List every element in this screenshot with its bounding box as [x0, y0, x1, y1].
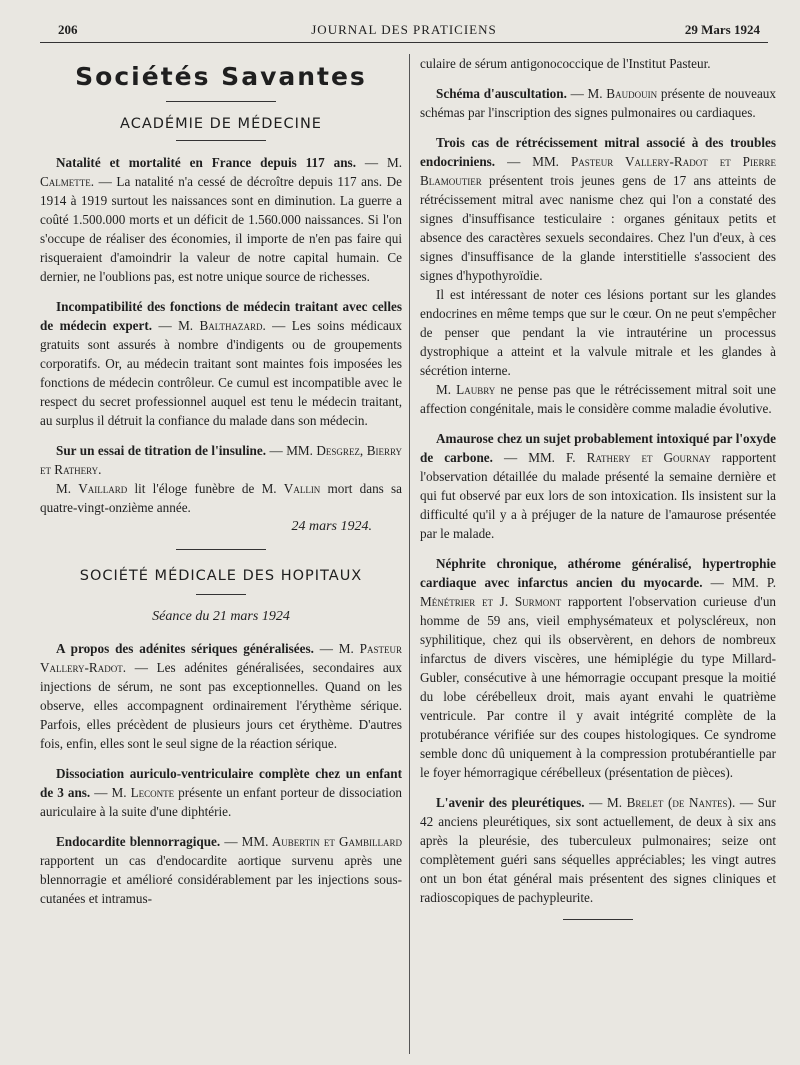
- issue-date: 29 Mars 1924: [684, 22, 760, 37]
- article-author: M. Balthazard.: [178, 318, 266, 333]
- article-author: MM. P. Ménétrier et J. Surmont: [420, 575, 776, 609]
- article-author: MM. Desgrez, Bierry et Rathery.: [40, 443, 403, 477]
- article-title: A propos des adénites sériques généralisées.: [56, 641, 314, 656]
- title-rule: [166, 101, 276, 102]
- article-text: rapportent un cas d'endocardite aortique survenu après une blennorragie et amélioré considérablement par les injections sous-cutanées et intramus-: [40, 853, 402, 906]
- person-name: Vaillard: [78, 481, 128, 496]
- article-text: lit l'éloge funèbre de M.: [127, 481, 284, 496]
- societe-title: SOCIÉTÉ MÉDICALE DES HOPITAUX: [79, 568, 363, 584]
- seance-date: Séance du 21 mars 1924: [152, 609, 290, 624]
- article-text: — Les soins médicaux gratuits sont assurés à nombre d'indigents ou de groupements corporatifs. Or, au médecin traitant sont maintes fois imposées les fonctions de médecin contrôleur. Ce cumul est incompatible avec le respect du secret professionnel auquel est tenu le médecin traitant, au surplus il détruit la confiance du malade dans son médecin.: [40, 318, 402, 428]
- page-number: 206: [58, 22, 78, 37]
- article-adenites: A propos des adénites sériques généralisées. — M. Pasteur Vallery-Radot. — Les adénites généralisées, secondaires aux injections de sérum, ne sont pas exceptionnelles. Quand on les observe, elles accompagnent ordinairement l'érythème sérique. Parfois, elles précèdent de plusieurs jours cet érythème. D'autres fois, enfin, elles sont le seul signe de la réaction sérique.: [40, 641, 402, 751]
- section-rule: [176, 549, 266, 550]
- article-text: présente un enfant porteur de dissociation auriculaire à la suite d'une diphtérie.: [40, 785, 403, 819]
- article-pleuretiques: L'avenir des pleurétiques. — M. Brelet (de Nantes). — Sur 42 anciens pleurétiques, six sont actuellement, de deux à six ans après la pleurésie, des tuberculeux pulmonaires; seize ont complètement guéri sans séquelles appréciables; les vingt autres ont un bon état général mais présentent des signes cliniques et radioscopiques de pachypleurite.: [420, 795, 776, 905]
- article-text: M.: [56, 481, 79, 496]
- article-nephrite: Néphrite chronique, athérome généralisé, hypertrophie cardiaque avec infarctus ancien du myocarde. — MM. P. Ménétrier et J. Surmont rapportent l'observation curieuse d'un homme de 59 ans, vieil emphysémateux et polyscléreux, non syphilitique, chez qui ils observèrent, en dehors de nombreux infarctus de divers viscères, une hémiplégie du type Millard-Gubler, consécutive à une hémorragie occupant presque la moitié du lobe cérébelleux droit, mais ayant envahi le quatrième ventricule. Par contre il y avait intégrité complète de la protubérance vérifiée sur des coupes histologiques. Ce syndrome semble donc dû uniquement à la compression protubérantielle par le foyer hémorragique cérébelleux (présentation de pièces).: [420, 556, 777, 780]
- article-text: — Les adénites généralisées, secondaires aux injections de sérum, ne sont pas exceptionnelles. Quand on les observe, elles accompagnent ordinairement l'érythème sérique. Parfois, elles précèdent de plusieurs jours cet érythème. D'autres fois, enfin, elles sont le seul signe de la réaction sérique.: [40, 660, 402, 751]
- article-text: présentent trois jeunes gens de 17 ans atteints de rétrécissement mitral avec nanisme chez qui l'on a constaté des signes d'insuffisance testiculaire : organes génitaux petits et absence des caractères sexuels secondaires. Chez l'un d'eux, à ces signes d'insuffisance de la glande interstitielle s'associent des signes d'hypothyroïdie.: [420, 173, 776, 283]
- journal-title: JOURNAL DES PRATICIENS: [311, 22, 497, 37]
- article-retrecissement: Trois cas de rétrécissement mitral associé à des troubles endocriniens. — MM. Pasteur Vallery-Radot et Pierre Blamoutier présentent trois jeunes gens de 17 ans atteints de rétrécissement mitral avec nanisme chez qui l'on a constaté des signes d'insuffisance testiculaire : organes génitaux petits et absence des caractères sexuels secondaires. Chez l'un d'eux, à ces signes d'insuffisance de la glande interstitielle s'associent des signes d'hypothyroïdie. Il est intéressant de noter ces lésions portant sur les glandes endocrines en même temps que sur le cœur. On ne peut s'empêcher de penser que pendant la vie intrautérine un processus dystrophique a atteint et la valvule mitrale et les glandes à sécrétion interne. M. Laubry ne pense pas que le rétrécissement mitral soit une affection congénitale, mais le considère comme maladie évolutive.: [420, 135, 776, 416]
- article-title: Amaurose chez un sujet probablement intoxiqué par l'oxyde de carbone.: [420, 431, 776, 465]
- article-title: Trois cas de rétrécissement mitral associé à des troubles endocriniens.: [420, 135, 776, 169]
- article-incompatibilite: Incompatibilité des fonctions de médecin traitant avec celles de médecin expert. — M. Balthazard. — Les soins médicaux gratuits sont assurés à nombre d'indigents ou de groupements corporatifs. Or, au médecin traitant sont maintes fois imposées les fonctions de médecin contrôleur. Ce cumul est incompatible avec le respect du secret professionnel auquel est tenu le médecin traitant, au surplus il détruit la confiance du malade dans son médecin.: [40, 299, 402, 428]
- academie-title: ACADÉMIE DE MÉDECINE: [120, 116, 322, 132]
- page-header: [40, 20, 768, 43]
- article-auscultation: Schéma d'auscultation. — M. Baudouin présente de nouveaux schémas par l'inscription des signes pulmonaires ou cardiaques.: [420, 86, 776, 120]
- article-dissociation: Dissociation auriculo-ventriculaire complète chez un enfant de 3 ans. — M. Leconte présente un enfant porteur de dissociation auriculaire à la suite d'une diphtérie.: [40, 766, 403, 819]
- article-text: ne pense pas que le rétrécissement mitral soit une affection congénitale, mais le considère comme maladie évolutive.: [420, 382, 776, 416]
- article-text: présente de nouveaux schémas par l'inscription des signes pulmonaires ou cardiaques.: [420, 86, 776, 120]
- main-title: Sociétés Savantes: [75, 62, 367, 91]
- article-author: M. Brelet (de Nantes).: [606, 795, 736, 810]
- article-author: M. Calmette.: [40, 155, 403, 189]
- article-title: Endocardite blennorragique.: [56, 834, 221, 849]
- article-title: L'avenir des pleurétiques.: [436, 795, 585, 810]
- article-endocardite: Endocardite blennorragique. — MM. Aubertin et Gambillard rapportent un cas d'endocardite aortique survenu après une blennorragie et amélioré considérablement par les injections sous-cutanées et intramus-: [40, 834, 403, 906]
- section-rule: [196, 594, 246, 595]
- article-text: culaire de sérum antigonococcique de l'Institut Pasteur.: [420, 56, 711, 71]
- right-column: [420, 54, 776, 920]
- article-text: rapportent l'observation curieuse d'un homme de 59 ans, vieil emphysémateux et polyscléreux, non syphilitique, chez qui ils observèrent, en dehors de nombreux infarctus de divers viscères, une hémiplégie du type Millard-Gubler, consécutive à une hémorragie occupant presque la moitié du lobe cérébelleux droit, mais ayant envahi le quatrième ventricule. Par contre il y avait intégrité complète de la protubérance vérifiée sur des coupes histologiques. Ce syndrome semble donc dû uniquement à la compression protubérantielle par le foyer hémorragique cérébelleux (présentation de pièces).: [420, 594, 777, 780]
- article-title: Néphrite chronique, athérome généralisé, hypertrophie cardiaque avec infarctus ancien du myocarde.: [420, 556, 776, 590]
- article-natalite: Natalité et mortalité en France depuis 117 ans. — M. Calmette. — La natalité n'a cessé de décroître depuis 117 ans. De 1914 à 1919 surtout les naissances sont en diminution. La guerre a coûté 1.500.000 morts et un déficit de 1.560.000 naissances. Si l'on s'occupe de réaliser des économies, il importe de n'en pas faire qui risqueraient d'amoindrir la valeur de notre capital humain. Ce dernier, ne l'oublions pas, est notre unique source de richesses.: [40, 155, 403, 284]
- article-text: Il est intéressant de noter ces lésions portant sur les glandes endocrines en même temps que sur le cœur. On ne peut s'empêcher de penser que pendant la vie intrautérine un processus dystrophique a atteint et la valvule mitrale et les glandes à sécrétion interne.: [420, 287, 776, 378]
- article-title: Incompatibilité des fonctions de médecin traitant avec celles de médecin expert.: [40, 299, 402, 333]
- article-author: MM. Aubertin et Gambillard: [241, 834, 403, 849]
- session-date: 24 mars 1924.: [291, 519, 372, 534]
- article-author: MM. F. Rathery et Gournay: [528, 450, 711, 465]
- article-title: Schéma d'auscultation.: [436, 86, 567, 101]
- article-insuline: Sur un essai de titration de l'insuline. — MM. Desgrez, Bierry et Rathery. M. Vaillard lit l'éloge funèbre de M. Vallin mort dans sa quatre-vingt-onzième année. 24 mars 1924.: [40, 443, 403, 534]
- person-name: Vallin: [283, 481, 321, 496]
- article-title: Sur un essai de titration de l'insuline.: [56, 443, 267, 458]
- article-author: M. Pasteur Vallery-Radot.: [40, 641, 402, 675]
- column-divider: [409, 54, 410, 1054]
- article-text: — Sur 42 anciens pleurétiques, six sont actuellement, de deux à six ans après la pleurésie, des tuberculeux pulmonaires; seize ont complètement guéri sans séquelles appréciables; les vingt autres ont un bon état général mais présentent des signes cliniques et radioscopiques de pachypleurite.: [420, 795, 776, 905]
- article-title: Dissociation auriculo-ventriculaire complète chez un enfant de 3 ans.: [40, 766, 402, 800]
- article-author: M. Leconte: [111, 785, 175, 800]
- article-amaurose: Amaurose chez un sujet probablement intoxiqué par l'oxyde de carbone. — MM. F. Rathery et Gournay rapportent l'observation détaillée du malade présenté la semaine dernière et qui fut observé par eux lors de son intoxication. Ils insistent sur la difficulté qu'il y a à préjuger de la nature de l'amaurose présentée par le malade.: [420, 431, 776, 541]
- article-title: Natalité et mortalité en France depuis 117 ans.: [56, 155, 356, 170]
- end-rule: [563, 919, 633, 920]
- article-text: mort dans sa quatre-vingt-onzième année.: [40, 481, 402, 515]
- section-rule: [176, 140, 266, 141]
- article-endocardite-cont: [420, 54, 776, 73]
- article-author: M. Laubry: [436, 382, 496, 397]
- article-author: M. Baudouin: [587, 86, 658, 101]
- left-column: [40, 54, 402, 919]
- article-text: — La natalité n'a cessé de décroître depuis 117 ans. De 1914 à 1919 surtout les naissances sont en diminution. La guerre a coûté 1.500.000 morts et un déficit de 1.560.000 naissances. Si l'on s'occupe de réaliser des économies, il importe de n'en pas faire qui risqueraient d'amoindrir la valeur de notre capital humain. Ce dernier, ne l'oublions pas, est notre unique source de richesses.: [40, 174, 402, 284]
- article-author: MM. Pasteur Vallery-Radot et Pierre Blamoutier: [420, 154, 776, 188]
- article-text: rapportent l'observation détaillée du malade présenté la semaine dernière et qui fut observé par eux lors de son intoxication. Ils insistent sur la difficulté qu'il y a à préjuger de la nature de l'amaurose présentée par le malade.: [420, 450, 776, 541]
